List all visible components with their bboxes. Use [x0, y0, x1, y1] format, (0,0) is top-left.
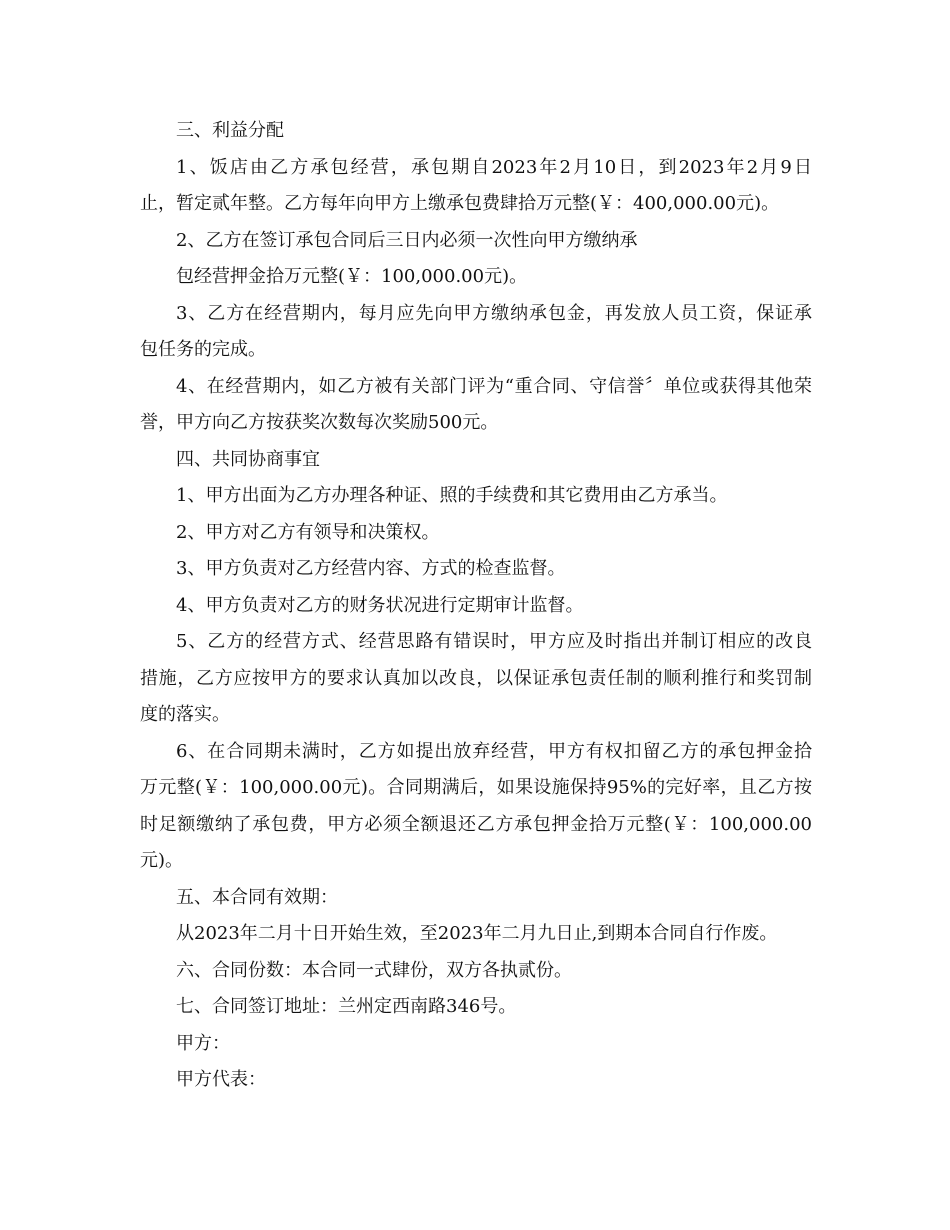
clause-line: 誉，甲方向乙方按获奖次数每次奖励500元。: [140, 412, 499, 433]
clause-line: 5、乙方的经营方式、经营思路有错误时，甲方应及时指出并制订相应的改良: [176, 631, 812, 652]
clause-line: 3、甲方负责对乙方经营内容、方式的检查监督。: [176, 558, 566, 579]
clause-line: 6、在合同期未满时，乙方如提出放弃经营，甲方有权扣留乙方的承包押金拾: [176, 740, 812, 762]
section-heading-validity: 五、本合同有效期：: [176, 886, 338, 908]
clause-line: 包任务的完成。: [140, 339, 266, 360]
party-a-representative-label: 甲方代表：: [176, 1069, 266, 1090]
clause-line: 4、甲方负责对乙方的财务状况进行定期审计监督。: [176, 594, 584, 616]
document-body: [140, 113, 812, 1099]
clause-line: 3、乙方在经营期内，每月应先向甲方缴纳承包金，再发放人员工资，保证承: [176, 302, 812, 324]
clause-line: 度的落实。: [140, 704, 230, 725]
clause-line: 万元整(￥：100,000.00元)。合同期满后，如果设施保持95%的完好率，且乙方按: [140, 777, 812, 798]
clause-line: 元)。: [140, 850, 184, 871]
clause-line: 2、乙方在签订承包合同后三日内必须一次性向甲方缴纳承: [176, 229, 638, 251]
clause-line: 从2023年二月十日开始生效，至2023年二月九日止,到期本合同自行作废。: [176, 923, 778, 944]
section-heading-profit: 三、利益分配: [176, 120, 284, 141]
clause-line: 措施，乙方应按甲方的要求认真加以改良，以保证承包责任制的顺利推行和奖罚制: [140, 667, 812, 689]
section-heading-copies: 六、合同份数：本合同一式肆份，双方各执贰份。: [176, 959, 572, 981]
clause-line: 1、饭店由乙方承包经营，承包期自2023年2月10日，到2023年2月9日: [176, 156, 812, 178]
clause-line: 2、甲方对乙方有领导和决策权。: [176, 521, 440, 543]
clause-line: 4、在经营期内，如乙方被有关部门评为“重合同、守信誉〞单位或获得其他荣: [176, 375, 812, 397]
clause-line: 包经营押金拾万元整(￥：100,000.00元)。: [176, 266, 528, 287]
party-a-label: 甲方：: [176, 1032, 230, 1054]
clause-line: 1、甲方出面为乙方办理各种证、照的手续费和其它费用由乙方承当。: [176, 485, 728, 506]
section-heading-negotiation: 四、共同协商事宜: [176, 448, 320, 470]
clause-line: 止，暂定贰年整。乙方每年向甲方上缴承包费肆拾万元整(￥：400,000.00元)。: [140, 193, 780, 214]
clause-line: 时足额缴纳了承包费，甲方必须全额退还乙方承包押金拾万元整(￥：100,000.00: [140, 813, 812, 835]
section-heading-address: 七、合同签订地址：兰州定西南路346号。: [176, 996, 517, 1017]
